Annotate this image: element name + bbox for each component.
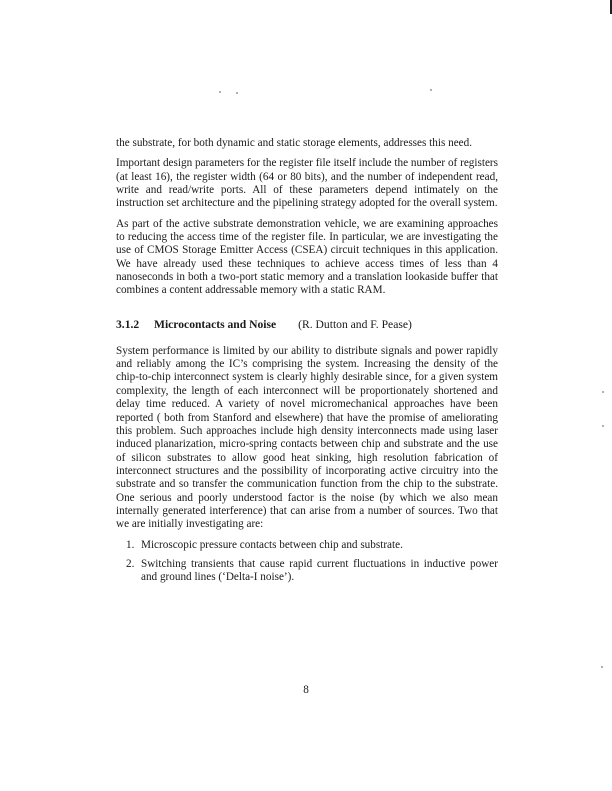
list-item-number: 1. bbox=[126, 538, 135, 551]
page-number: 8 bbox=[303, 684, 309, 696]
list-item bbox=[116, 539, 498, 552]
section-authors: (R. Dutton and F. Pease) bbox=[298, 317, 412, 331]
paragraph-system-performance: System performance is limited by our ability to distribute signals and power rapidly and reliably among the IC’s comprising the system. Increasing the density of the chip-to-chip interconnect system is clearly highly desirable since, for a given system complexity, the length of each interconnect will be proportionately shortened and delay time reduced. A variety of novel micromechanical approaches have been reported ( both from Stanford and elsewhere) that have the promise of ameliorating this problem. Such approaches include high density interconnects made using laser induced planarization, micro-spring contacts between chip and substrate and the use of silicon substrates to allow good heat sinking, high resolution fabrication of interconnect structures and the possibility of incorporating active circuitry into the substrate and so transfer the communication function from the chip to the substrate. One serious and poorly understood factor is the noise (by which we also mean internally generated interference) that can arise from a number of sources. Two that we are initially investigating are: bbox=[116, 344, 498, 531]
paragraph-continuation: the substrate, for both dynamic and static storage elements, addresses this need. bbox=[116, 137, 473, 149]
scan-speck bbox=[219, 91, 221, 93]
numbered-list bbox=[116, 539, 498, 585]
scan-speck bbox=[602, 425, 604, 427]
section-title: Microcontacts and Noise bbox=[154, 317, 277, 331]
list-item-text: Switching transients that cause rapid current fluctuations in inductive power and ground lines (‘Delta-I noise’). bbox=[141, 557, 498, 584]
list-item-number: 2. bbox=[126, 557, 135, 570]
scan-speck bbox=[602, 391, 604, 393]
scan-speck bbox=[430, 89, 432, 91]
scan-speck bbox=[601, 666, 603, 668]
section-heading bbox=[116, 318, 498, 332]
document-body bbox=[116, 137, 498, 591]
paragraph-csea: As part of the active substrate demonstration vehicle, we are examining approaches to reducing the access time of the register file. In particular, we are investigating the use of CMOS Storage Emitter Access (CSEA) circuit techniques in this application. We have already used these techniques to achieve access times of less than 4 nanoseconds in both a two-port static memory and a translation lookaside buffer that combines a content addressable memory with a static RAM. bbox=[116, 217, 498, 297]
scan-speck bbox=[236, 92, 238, 94]
paragraph-register-parameters: Important design parameters for the register file itself include the number of registers (at least 16), the register width (64 or 80 bits), and the number of independent read, write and read/write ports. All of these parameters depend intimately on the instruction set architecture and the pipelining strategy adopted for the overall system. bbox=[116, 157, 498, 210]
section-number: 3.1.2 bbox=[116, 317, 140, 331]
list-item bbox=[116, 558, 498, 585]
list-item-text: Microscopic pressure contacts between chip and substrate. bbox=[141, 538, 403, 551]
